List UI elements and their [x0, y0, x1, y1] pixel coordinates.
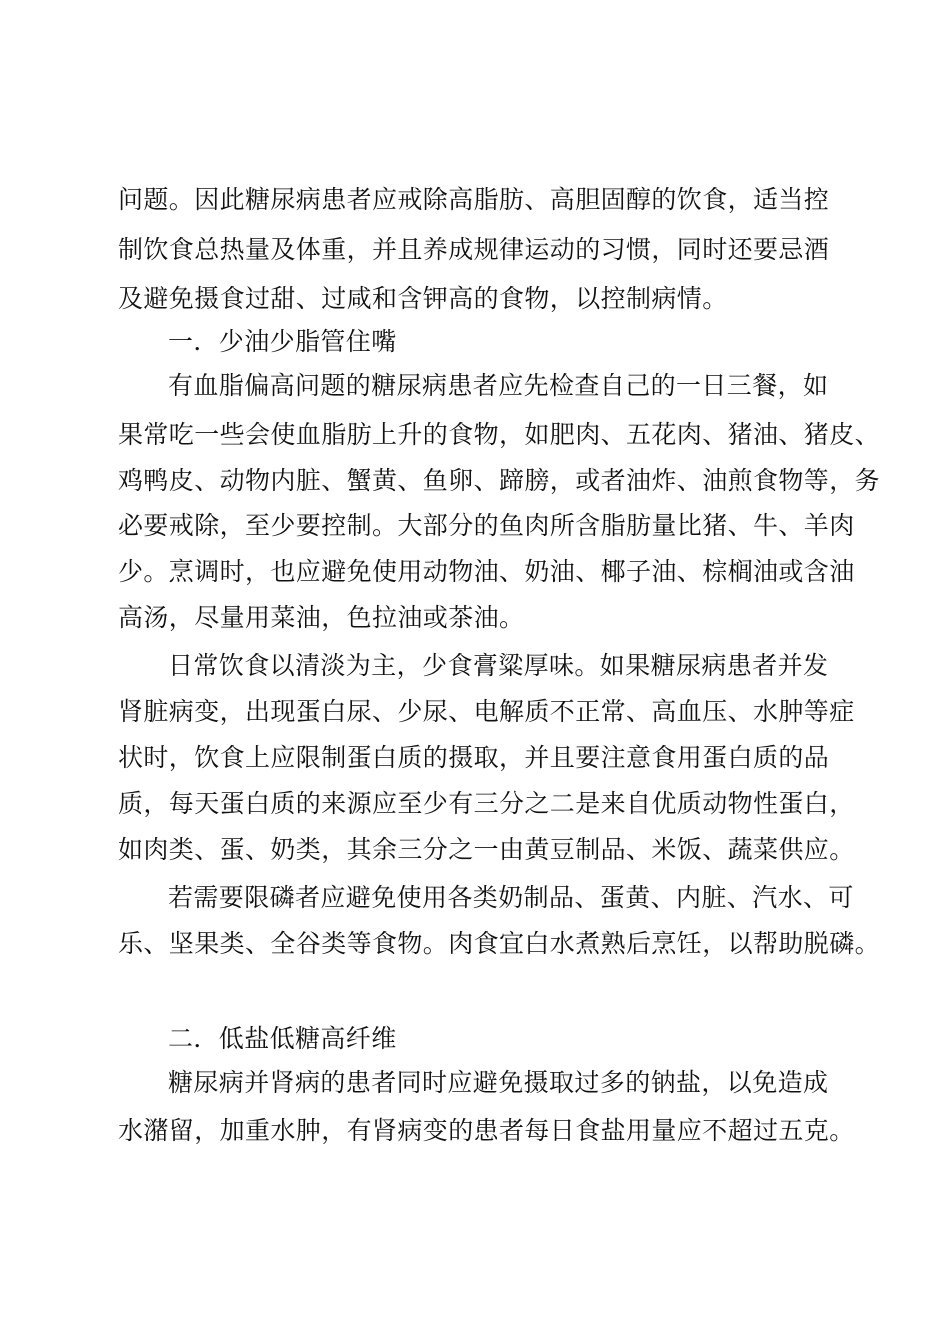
text-line-15: 如肉类、蛋、奶类，其余三分之一由黄豆制品、米饭、蔬菜供应。 — [118, 835, 855, 864]
text-line-1: 问题。因此糖尿病患者应戒除高脂肪、高胆固醇的饮食，适当控 — [118, 185, 830, 214]
text-line-5: 有血脂偏高问题的糖尿病患者应先检查自己的一日三餐，如 — [168, 371, 829, 400]
text-line-16: 若需要限磷者应避免使用各类奶制品、蛋黄、内脏、汽水、可 — [168, 883, 854, 912]
section-heading-2: 二．低盐低糖高纤维 — [168, 1024, 397, 1053]
text-line-10: 高汤，尽量用菜油，色拉油或茶油。 — [118, 603, 525, 632]
text-line-2: 制饮食总热量及体重，并且养成规律运动的习惯，同时还要忌酒 — [118, 235, 830, 264]
text-line-20: 水潴留，加重水肿，有肾病变的患者每日食盐用量应不超过五克。 — [118, 1116, 855, 1145]
text-line-7: 鸡鸭皮、动物内脏、蟹黄、鱼卵、蹄膀，或者油炸、油煎食物等，务 — [118, 466, 881, 495]
text-line-12: 肾脏病变，出现蛋白尿、少尿、电解质不正常、高血压、水肿等症 — [118, 697, 855, 726]
text-line-14: 质，每天蛋白质的来源应至少有三分之二是来自优质动物性蛋白， — [118, 789, 855, 818]
text-line-8: 必要戒除，至少要控制。大部分的鱼肉所含脂肪量比猪、牛、羊肉 — [118, 511, 855, 540]
text-line-9: 少。烹调时，也应避免使用动物油、奶油、椰子油、棕榈油或含油 — [118, 557, 855, 586]
text-line-11: 日常饮食以清淡为主，少食膏粱厚味。如果糖尿病患者并发 — [168, 651, 829, 680]
text-line-19: 糖尿病并肾病的患者同时应避免摄取过多的钠盐，以免造成 — [168, 1068, 829, 1097]
text-line-13: 状时，饮食上应限制蛋白质的摄取，并且要注意食用蛋白质的品 — [118, 743, 830, 772]
text-line-3: 及避免摄食过甜、过咸和含钾高的食物，以控制病情。 — [118, 284, 728, 313]
section-heading-1: 一．少油少脂管住嘴 — [168, 327, 397, 356]
text-line-17: 乐、坚果类、全谷类等食物。肉食宜白水煮熟后烹饪，以帮助脱磷。 — [118, 929, 881, 958]
text-line-6: 果常吃一些会使血脂肪上升的食物，如肥肉、五花肉、猪油、猪皮、 — [118, 420, 881, 449]
